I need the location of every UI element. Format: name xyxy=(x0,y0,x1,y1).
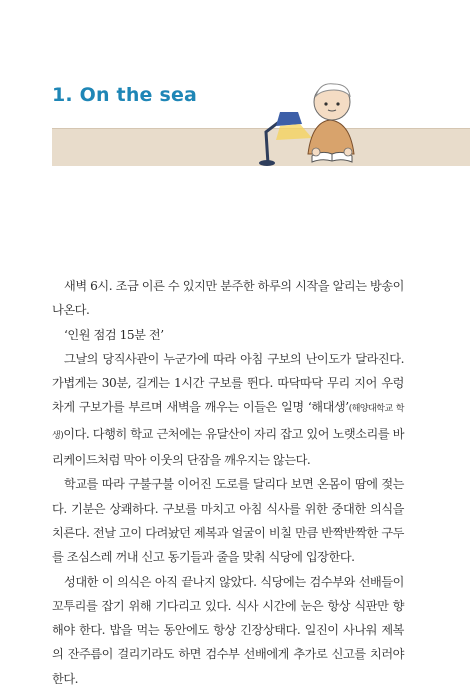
paragraph: 학교를 따라 구불구불 이어진 도로를 달리다 보면 온몸이 땀에 젖는다. 기분은 상쾌하다. 구보를 마치고 아침 식사를 위한 중대한 의식을 치른다. 전날 고이 다려놨던 제복과 얼굴이 비칠 만큼 반짝반짝한 구두를 조심스레 꺼내 신고 동기들과 줄을 맞춰 식당에 입장한다. xyxy=(52,477,404,565)
paragraph xyxy=(52,347,404,472)
footnote-inline: (해양대학교 학생) xyxy=(52,404,404,441)
paragraph-quote: ‘인원 점검 15분 전’ xyxy=(64,327,164,342)
lamp-light-icon xyxy=(276,124,312,140)
lamp-head-icon xyxy=(276,112,302,126)
paragraph: 성대한 이 의식은 아직 끝나지 않았다. 식당에는 검수부와 선배들이 꼬투리를 잡기 위해 기다리고 있다. 식사 시간에 눈은 항상 식판만 향해야 한다. 밥을 먹는 동안에도 항상 긴장상태다. 일진이 사나워 제복의 잔주름이 걸리기라도 하면 검수부 선배에게 추가로 신고를 치러야 한다. xyxy=(52,574,404,686)
lamp-base-icon xyxy=(259,160,275,166)
paragraph-text: 그날의 당직사관이 누군가에 따라 아침 구보의 난이도가 달라진다. 가볍게는 30분, 길게는 1시간 구보를 뛴다. 따닥따닥 무리 지어 우렁차게 구보가를 부르며 새벽을 깨우는 이들은 일명 ‘해대생’ xyxy=(52,351,404,415)
body-text xyxy=(52,274,404,691)
chapter-title: 1. On the sea xyxy=(52,84,198,106)
paragraph: 새벽 6시. 조금 이른 수 있지만 분주한 하루의 시작을 알리는 방송이 나온다. xyxy=(52,279,404,318)
student-studying-illustration xyxy=(250,66,370,166)
paragraph-text: 이다. 다행히 학교 근처에는 유달산이 자리 잡고 있어 노랫소리를 바리케이드처럼 막아 이웃의 단잠을 깨우지는 않는다. xyxy=(52,426,404,468)
